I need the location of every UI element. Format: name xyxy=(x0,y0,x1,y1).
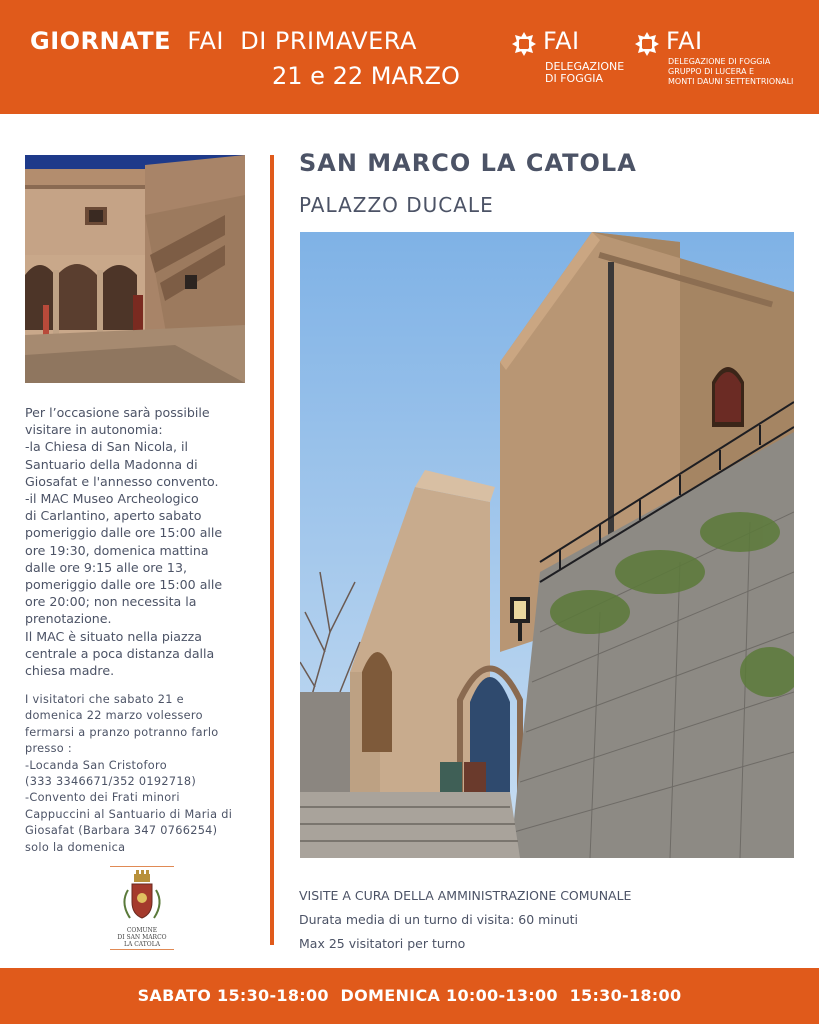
palazzo-photo xyxy=(300,232,794,858)
lunch-info: I visitatori che sabato 21 e domenica 22 marzo volessero fermarsi a pranzo potranno farlo presso : -Locanda San Cristoforo (333 3346671/352 0192718) -Convento dei Frati minori Cappuccini al Santuario di Maria di Giosafat (Barbara 347 0766254) solo la domenica xyxy=(25,693,233,854)
fai-group-label: DELEGAZIONE DI FOGGIA GRUPPO DI LUCERA E MONTI DAUNI SETTENTRIONALI xyxy=(668,57,794,86)
opening-hours: SABATO 15:30-18:00 DOMENICA 10:00-13:00 15:30-18:00 xyxy=(137,986,682,1005)
courtyard-photo xyxy=(25,155,245,383)
fai-flower-icon xyxy=(511,31,537,57)
event-title-fai: FAI xyxy=(187,27,224,55)
fai-delegation-label: DELEGAZIONE DI FOGGIA xyxy=(545,60,625,85)
visit-duration: Durata media di un turno di visita: 60 minuti xyxy=(299,912,579,927)
municipality-crest xyxy=(110,866,174,950)
fai-flower-icon xyxy=(634,31,660,57)
visit-details xyxy=(299,884,631,956)
place-title: SAN MARCO LA CATOLA xyxy=(299,149,637,177)
vertical-divider xyxy=(270,155,274,945)
event-title-bold: GIORNATE xyxy=(30,27,172,55)
event-title-rest: DI PRIMAVERA xyxy=(240,27,417,55)
event-title xyxy=(30,27,417,55)
autonomous-visit-info: Per l’occasione sarà possibile visitare in autonomia: -la Chiesa di San Nicola, il Santuario della Madonna di Giosafat e l'annesso convento. -il MAC Museo Archeologico di Carlantino, aperto sabato pomeriggio dalle ore 15:00 alle ore 19:30, domenica mattina dalle ore 9:15 alle ore 13, pomeriggio dalle ore 15:00 alle ore 20:00; non necessita la prenotazione. Il MAC è situato nella piazza centrale a poca distanza dalla chiesa madre. xyxy=(25,405,223,679)
municipal-crest-icon xyxy=(110,868,174,928)
venue-title: PALAZZO DUCALE xyxy=(299,193,494,217)
header-banner xyxy=(0,0,819,114)
visit-capacity: Max 25 visitatori per turno xyxy=(299,936,466,951)
footer-banner xyxy=(0,968,819,1024)
fai-wordmark: FAI xyxy=(543,27,580,55)
crest-caption: COMUNE DI SAN MARCO LA CATOLA xyxy=(117,927,167,948)
fai-wordmark: FAI xyxy=(666,27,703,55)
event-dates: 21 e 22 MARZO xyxy=(272,62,460,90)
visit-organizer: VISITE A CURA DELLA AMMINISTRAZIONE COMUNALE xyxy=(299,888,632,903)
